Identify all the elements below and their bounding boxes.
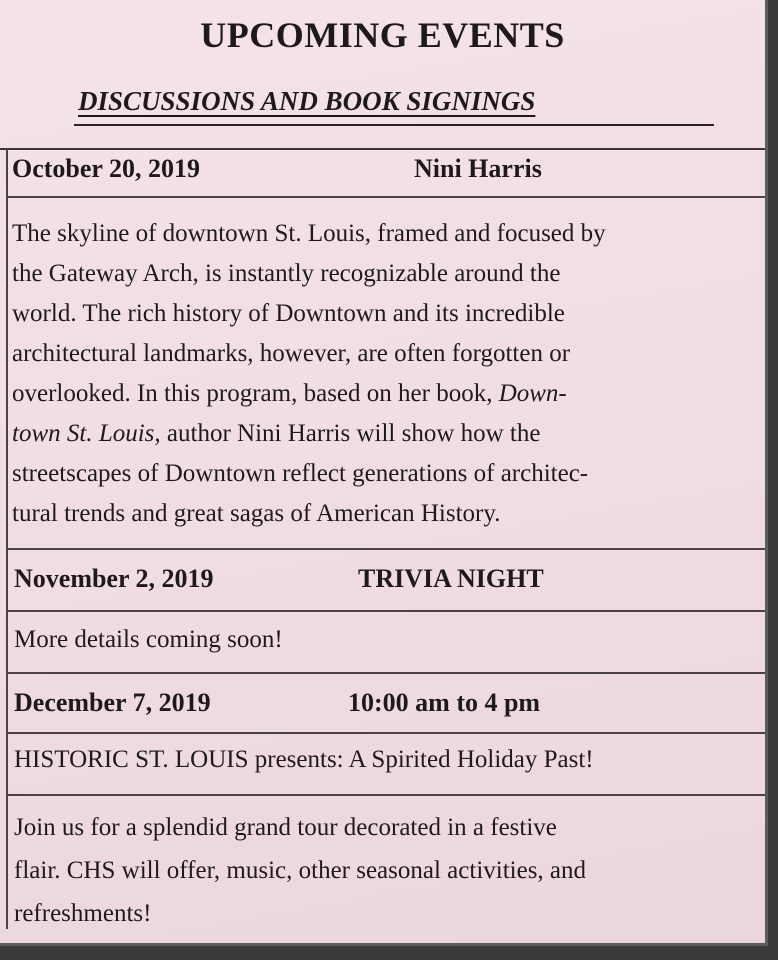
event-1-speaker: Nini Harris xyxy=(414,154,542,183)
text-line xyxy=(12,374,764,414)
text-line: architectural landmarks, however, are often forgotten or xyxy=(12,340,571,367)
event-2-note: More details coming soon! xyxy=(14,626,283,653)
book-title-part: town St. Louis, xyxy=(12,420,161,447)
event-3-date: December 7, 2019 xyxy=(14,688,211,717)
section-subtitle: DISCUSSIONS AND BOOK SIGNINGS xyxy=(78,86,536,116)
event-2-date: November 2, 2019 xyxy=(14,564,214,593)
divider-3 xyxy=(8,610,765,612)
text-line: the Gateway Arch, is instantly recognizable around the xyxy=(12,260,561,287)
text-line: The skyline of downtown St. Louis, framed and focused by xyxy=(12,220,606,247)
event-3-headline: HISTORIC ST. LOUIS presents: A Spirited Holiday Past! xyxy=(14,746,594,773)
text-line: world. The rich history of Downtown and its incredible xyxy=(12,300,565,327)
event-2-title: TRIVIA NIGHT xyxy=(358,564,544,593)
book-title-part: Down- xyxy=(498,380,567,407)
divider-1 xyxy=(8,196,765,198)
event-3-description xyxy=(14,806,766,935)
page-title: UPCOMING EVENTS xyxy=(200,15,565,55)
divider-top xyxy=(0,148,765,150)
divider-2 xyxy=(8,548,765,550)
event-1-description xyxy=(12,214,764,534)
subtitle-rule xyxy=(74,124,714,126)
text-line xyxy=(12,414,764,454)
text-segment: overlooked. In this program, based on her book, xyxy=(12,380,499,407)
divider-5 xyxy=(8,732,765,734)
text-segment: author Nini Harris will show how the xyxy=(160,420,541,447)
text-line: Join us for a splendid grand tour decorated in a festive xyxy=(14,814,557,841)
divider-4 xyxy=(8,672,765,674)
event-1-date: October 20, 2019 xyxy=(12,154,200,183)
text-line: refreshments! xyxy=(14,900,152,927)
frame-left-border xyxy=(6,148,8,929)
text-line: tural trends and great sagas of American History. xyxy=(12,500,501,527)
text-line: streetscapes of Downtown reflect generations of architec- xyxy=(12,460,589,487)
text-line: flair. CHS will offer, music, other seasonal activities, and xyxy=(14,857,587,884)
divider-6 xyxy=(8,794,765,796)
event-3-time: 10:00 am to 4 pm xyxy=(348,688,541,717)
